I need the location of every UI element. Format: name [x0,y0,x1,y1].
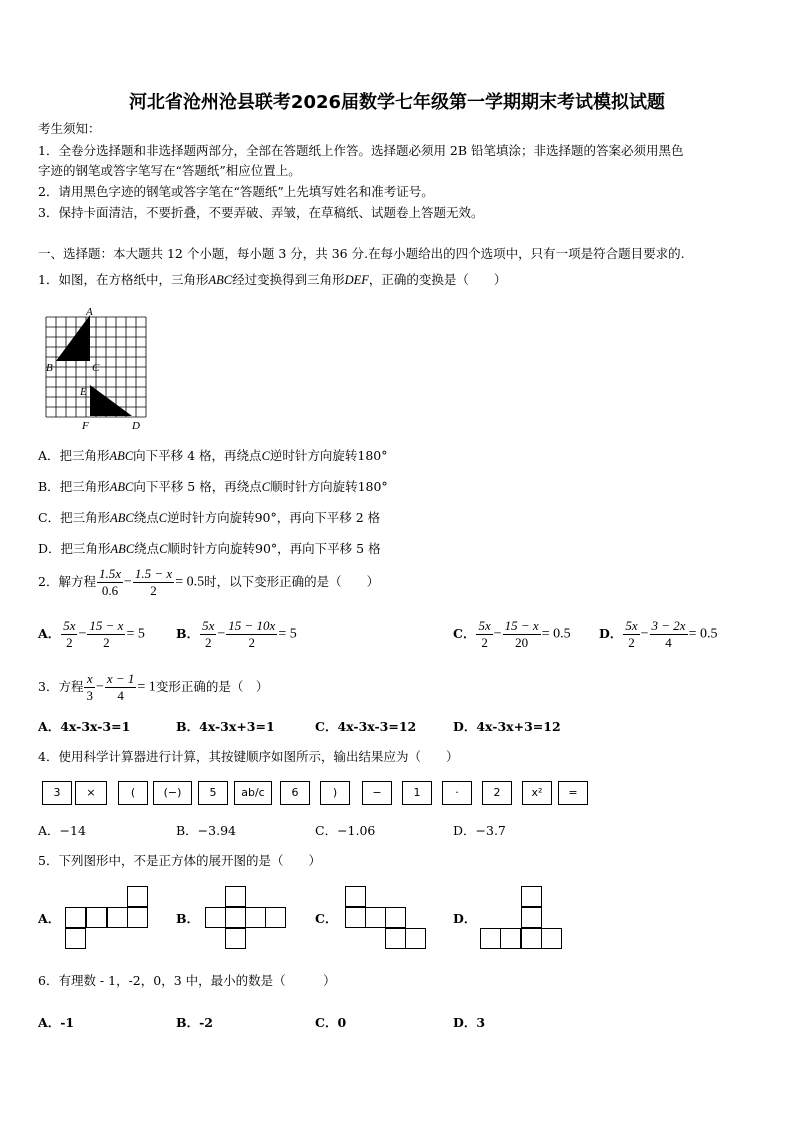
q4-option-c[interactable]: C．−1.06 [315,823,376,838]
notice-line-1b: 字迹的钢笔或答字笔写在“答题纸”相应位置上。 [38,163,301,178]
q4-option-b[interactable]: B．−3.94 [176,823,236,838]
calc-key-6: 6 [280,781,310,805]
question-6-stem: 6．有理数 - 1，-2，0，3 中，最小的数是（ ） [38,973,336,988]
question-4-stem: 4．使用科学计算器进行计算，其按键顺序如图所示，输出结果应为（ ） [38,749,459,764]
calc-key-equals: = [558,781,588,805]
label-e: E [80,386,87,398]
calc-key-fraction: ab/c [234,781,272,805]
q4-option-a[interactable]: A．−14 [38,823,86,838]
label-c: C [92,362,100,374]
calc-key-5: 5 [198,781,228,805]
q6-option-c[interactable]: C．0 [315,1015,347,1030]
q2-option-a[interactable]: A． $\frac{5x}{2}$ − $\frac{15 - x}{2}$ = 5 [38,618,145,650]
q2-option-c[interactable]: C． $\frac{5x}{2}$ − $\frac{15 - x}{20}$ = 0.5 [453,618,571,650]
label-f: F [82,420,89,432]
calc-key-2: 2 [482,781,512,805]
q3-option-a[interactable]: A．4x-3x-3=1 [38,719,131,734]
notice-line-2: 2．请用黑色字迹的钢笔或答字笔在“答题纸”上先填写姓名和准考证号。 [38,184,434,199]
triangle-abc [56,315,90,361]
label-d: D [132,420,140,432]
q5-option-c[interactable]: C． [315,911,338,926]
label-b: B [46,362,53,374]
q1-option-c[interactable]: C．把三角形ABC绕点C逆时针方向旋转90°，再向下平移 2 格 [38,510,381,525]
q3-option-b[interactable]: B．4x-3x+3=1 [176,719,275,734]
notice-line-1a: 1．全卷分选择题和非选择题两部分，全部在答题纸上作答。选择题必须用 2B 铅笔填涂；非选择题的答案必须用黑色 [38,143,684,158]
calc-key-square: x² [522,781,552,805]
notice-heading: 考生须知： [38,121,101,136]
label-a: A [86,306,93,318]
q5-option-d[interactable]: D． [453,911,477,926]
calc-key-multiply: × [75,781,107,805]
q1-option-a[interactable]: A．把三角形ABC向下平移 4 格，再绕点C逆时针方向旋转180° [38,448,388,463]
q4-option-d[interactable]: D．−3.7 [453,823,506,838]
q5-option-a[interactable]: A． [38,911,61,926]
q1-option-d[interactable]: D．把三角形ABC绕点C顺时针方向旋转90°，再向下平移 5 格 [38,541,381,556]
q6-option-b[interactable]: B．-2 [176,1015,213,1030]
question-5-stem: 5．下列图形中，不是正方体的展开图的是（ ） [38,853,321,868]
q6-option-a[interactable]: A．-1 [38,1015,75,1030]
q5-option-b[interactable]: B． [176,911,200,926]
calc-key-1: 1 [402,781,432,805]
calc-key-3: 3 [42,781,72,805]
q1-option-b[interactable]: B．把三角形ABC向下平移 5 格，再绕点C顺时针方向旋转180° [38,479,388,494]
question-1-stem: 1．如图，在方格纸中，三角形ABC经过变换得到三角形DEF，正确的变换是（ ） [38,272,507,287]
question-3-stem: 3．方程 $\frac{x}{3}$ − $\frac{x - 1}{4}$ = 1变形正确的是（ ） [38,671,269,703]
grid-figure [40,305,160,433]
calc-key-minus: − [362,781,392,805]
calc-key-close-paren: ) [320,781,350,805]
calc-key-open-paren: ( [118,781,148,805]
q3-option-c[interactable]: C．4x-3x-3=12 [315,719,417,734]
q3-option-d[interactable]: D．4x-3x+3=12 [453,719,561,734]
calc-key-negative: (−) [153,781,192,805]
q6-option-d[interactable]: D．3 [453,1015,486,1030]
q2-option-b[interactable]: B． $\frac{5x}{2}$ − $\frac{15 - 10x}{2}$ = 5 [176,618,297,650]
question-2-stem: 2．解方程 $\frac{1.5x}{0.6}$ − $\frac{1.5 - x}{2}$ = 0.5时，以下变形正确的是（ ） [38,566,380,598]
calc-key-decimal: · [442,781,472,805]
q2-option-d[interactable]: D． $\frac{5x}{2}$ − $\frac{3 - 2x}{4}$ = 0.5 [599,618,718,650]
section-heading: 一、选择题：本大题共 12 个小题，每小题 3 分，共 36 分.在每小题给出的四个选项中，只有一项是符合题目要求的. [38,246,685,261]
page-title: 河北省沧州沧县联考2026届数学七年级第一学期期末考试模拟试题 [128,92,666,113]
notice-line-3: 3．保持卡面清洁，不要折叠，不要弄破、弄皱，在草稿纸、试题卷上答题无效。 [38,205,484,220]
